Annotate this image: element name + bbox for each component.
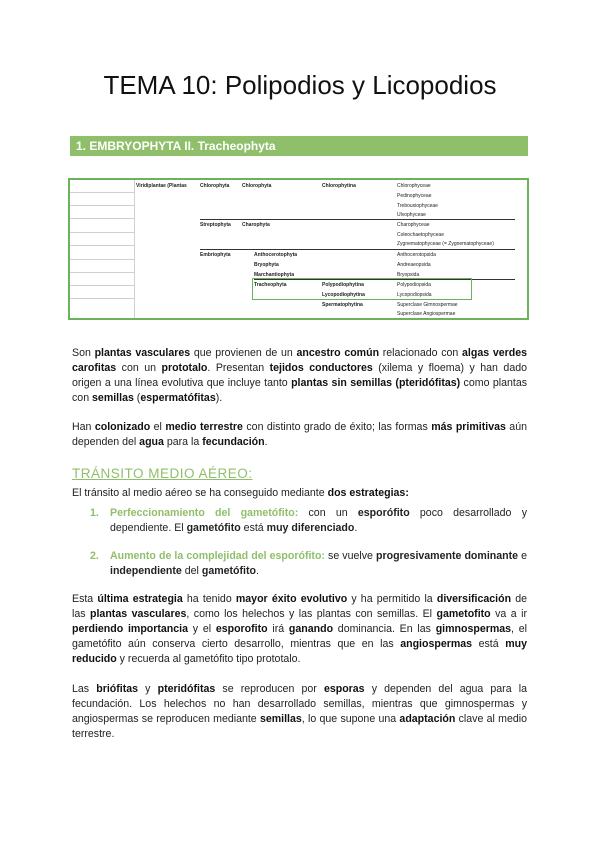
table-cell: Polypodiophytina	[322, 282, 364, 288]
table-cell: Trebouxiophyceae	[397, 203, 438, 209]
table-cell: Pedinophyceae	[397, 193, 432, 199]
paragraph: Han colonizado el medio terrestre con distinto grado de éxito; las formas más primitivas aún dependen del agua para la fecundación.	[72, 421, 527, 448]
table-cell: Ulvophyceae	[397, 212, 426, 218]
table-cell: Chlorophyceae	[397, 183, 431, 189]
table-cell: Lycopodiopsida	[397, 292, 432, 298]
table-divider	[200, 219, 515, 220]
table-cell: Bryopsida	[397, 272, 420, 278]
table-cell: Zygnematophyceae (= Zygnematophyceae)	[397, 241, 494, 247]
table-divider	[70, 232, 134, 233]
table-cell: Coleochaetophyceae	[397, 232, 444, 238]
table-divider	[70, 245, 134, 246]
paragraph: El tránsito al medio aéreo se ha conseguido mediante dos estrategias:	[72, 487, 409, 499]
table-cell: Polypodiopsida	[397, 282, 431, 288]
table-cell: Streptophyta	[200, 222, 231, 228]
table-cell: Chlorophyta	[200, 183, 230, 189]
table-divider	[70, 192, 134, 193]
table-cell: Spermatophytina	[322, 302, 363, 308]
highlight-box	[252, 278, 472, 300]
table-cell: Marchantiophyta	[254, 272, 295, 278]
table-cell: Superclase Gimnospermae	[397, 302, 458, 308]
table-cell: Chlorophyta	[242, 183, 272, 189]
page-title: TEMA 10: Polipodios y Licopodios	[103, 70, 497, 100]
table-cell: Tracheophyta	[254, 282, 287, 288]
taxonomy-table	[68, 178, 529, 320]
table-divider	[134, 180, 135, 318]
paragraph: Son plantas vasculares que provienen de un ancestro común relacionado con algas verdes carofitas con un prototalo. Presentan tejidos conductores (xilema y floema) y han dado origen a una línea evolutiva que incluye tanto plantas sin semillas (pteridófitas) como plantas con semillas (espermatófitas).	[72, 347, 528, 404]
paragraph: Esta última estrategia ha tenido mayor éxito evolutivo y ha permitido la diversificación de las plantas vasculares, como los helechos y las plantas con semillas. El gametofito va a ir perdiendo importancia y el esporofito irá ganando dominancia. En las gimnospermas, el gametófito aún conserva cierto desarrollo, mientras que en las angiospermas está muy reducido y recuerda al gametófito tipo prototalo.	[72, 593, 528, 665]
table-divider	[70, 218, 134, 219]
list-item: 2. Aumento de la complejidad del esporófito: se vuelve progresivamente dominante e independiente del gametófito.	[90, 550, 527, 577]
table-cell: Lycopodiophytina	[322, 292, 365, 298]
table-cell: Charophyta	[242, 222, 270, 228]
table-divider	[70, 298, 134, 299]
table-divider	[70, 205, 134, 206]
table-divider	[70, 285, 134, 286]
table-divider	[200, 249, 515, 250]
table-cell: Embriophyta	[200, 252, 231, 258]
table-cell: Charophyceae	[397, 222, 430, 228]
table-cell: Anthocerotophyta	[254, 252, 298, 258]
paragraph: Las briófitas y pteridófitas se reproducen por esporas y dependen del agua para la fecundación. Los helechos no han desarrollado semillas, mientras que gimnospermas y angiospermas se reproducen mediante semillas, lo que supone una adaptación clave al medio terrestre.	[72, 683, 527, 740]
table-cell: Superclase Angiospermae	[397, 311, 456, 317]
table-cell: Viridiplantae (Plantas	[136, 183, 187, 189]
table-cell: Chlorophytina	[322, 183, 356, 189]
section-heading: 1. EMBRYOPHYTA II. Tracheophyta	[70, 136, 528, 156]
table-cell: Bryophyta	[254, 262, 279, 268]
subheading: TRÁNSITO MEDIO AÉREO:	[72, 466, 253, 481]
list-item: 1. Perfeccionamiento del gametófito: con un esporófito poco desarrollado y dependiente. El gametófito está muy diferenciado.	[90, 507, 527, 534]
table-divider	[70, 259, 134, 260]
table-divider	[70, 272, 134, 273]
table-cell: Andreaeopsida	[397, 262, 431, 268]
table-cell: Anthocerotopsida	[397, 252, 436, 258]
